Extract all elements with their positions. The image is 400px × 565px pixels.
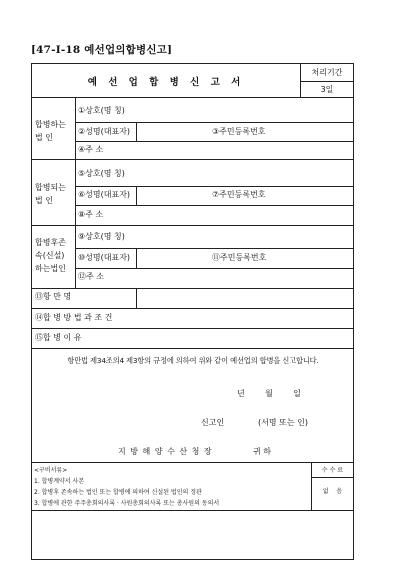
merged-rep-label: ⑥성명(대표자) (78, 190, 131, 199)
surviving-addr-label: ⑫주 소 (78, 272, 104, 281)
row-line (75, 141, 354, 142)
group-line (32, 225, 354, 226)
merging-name-label: ①상호(명 칭) (78, 106, 125, 115)
signature-label: (서명 또는 인) (258, 418, 308, 427)
row-line (75, 268, 354, 269)
port-name-label: ⑬항 만 명 (35, 292, 72, 301)
row-line (32, 308, 354, 309)
rep-label-divider (136, 122, 137, 141)
application-form (31, 63, 354, 560)
group-line (32, 288, 354, 289)
surviving-name-label: ⑨상호(명 칭) (78, 232, 125, 241)
date-line: 년 월 일 (237, 389, 301, 398)
surviving-reg-label: ⑪주민등록번호 (212, 253, 267, 262)
row-line (32, 328, 354, 329)
row-line (75, 122, 354, 123)
row-line (75, 186, 354, 187)
processing-period-label: 처리기간 (311, 68, 343, 77)
form-title: 예 선 업 합 병 신 고 서 (87, 77, 245, 88)
document-item-2: 2. 합병후 존속하는 법인 또는 합병에 의하여 신설된 법인의 정관 (34, 489, 202, 496)
form-code-title: [47-Ⅰ-18 예선업의합병신고] (31, 44, 173, 56)
document-item-3: 3. 합병에 관한 주주총회의사록 · 사원총회의사록 또는 총사원의 동의서 (34, 500, 220, 507)
recipient-suffix: 귀 하 (253, 447, 271, 456)
merger-method-label: ⑭합 병 방 법 과 조 건 (35, 313, 113, 322)
surviving-group-line2: 속(신설) (35, 251, 65, 260)
rep-label-divider (136, 186, 137, 205)
rep-label-divider (136, 248, 137, 268)
processing-divider (300, 81, 354, 82)
merging-group-line1: 합병하는 (35, 120, 66, 129)
merging-corp-group-label (35, 118, 66, 144)
merging-reg-label: ③주민등록번호 (212, 127, 266, 136)
merger-reason-label: ⑮합 병 이 유 (35, 333, 82, 342)
merged-name-label: ⑤상호(명 칭) (78, 169, 125, 178)
merged-group-line2: 법 인 (35, 196, 53, 205)
group3-divider (75, 225, 76, 288)
recipient-label: 지 방 해 양 수 산 청 장 (118, 447, 213, 456)
document-item-1: 1. 합병계약서 사본 (34, 478, 85, 485)
documents-heading: <구비서류> (34, 467, 68, 474)
merging-addr-label: ④주 소 (78, 145, 104, 154)
surviving-rep-label: ⑩성명(대표자) (78, 253, 131, 262)
merged-addr-label: ⑧주 소 (78, 210, 104, 219)
group1-divider (75, 97, 76, 168)
merging-group-line2: 법 인 (35, 133, 53, 142)
merging-rep-label: ②성명(대표자) (78, 127, 131, 136)
port-label-divider (136, 288, 137, 308)
applicant-label: 신고인 (201, 418, 225, 427)
merged-group-line1: 합병되는 (35, 183, 66, 192)
surviving-group-line1: 합병후존 (35, 238, 66, 247)
fee-value: 없 음 (322, 488, 343, 495)
row-line (32, 348, 354, 349)
header-bottom-line (32, 97, 354, 98)
documents-bottom-line (32, 510, 354, 511)
merged-reg-label: ⑦주민등록번호 (212, 190, 266, 199)
group2-divider (75, 159, 76, 225)
row-line (75, 248, 354, 249)
fee-label: 수 수 료 (321, 467, 344, 474)
fee-row-line (311, 477, 354, 478)
merged-corp-group-label (35, 181, 66, 207)
documents-top-line (32, 462, 354, 463)
group-line (32, 159, 354, 160)
processing-period-value: 3일 (320, 85, 334, 94)
row-line (75, 205, 354, 206)
surviving-corp-group-label (35, 236, 66, 275)
declaration-text: 항만법 제34조의4 제3항의 규정에 의하여 위와 같이 예선업의 합병을 신고합니다. (67, 356, 319, 365)
surviving-group-line3: 하는법인 (35, 264, 66, 273)
